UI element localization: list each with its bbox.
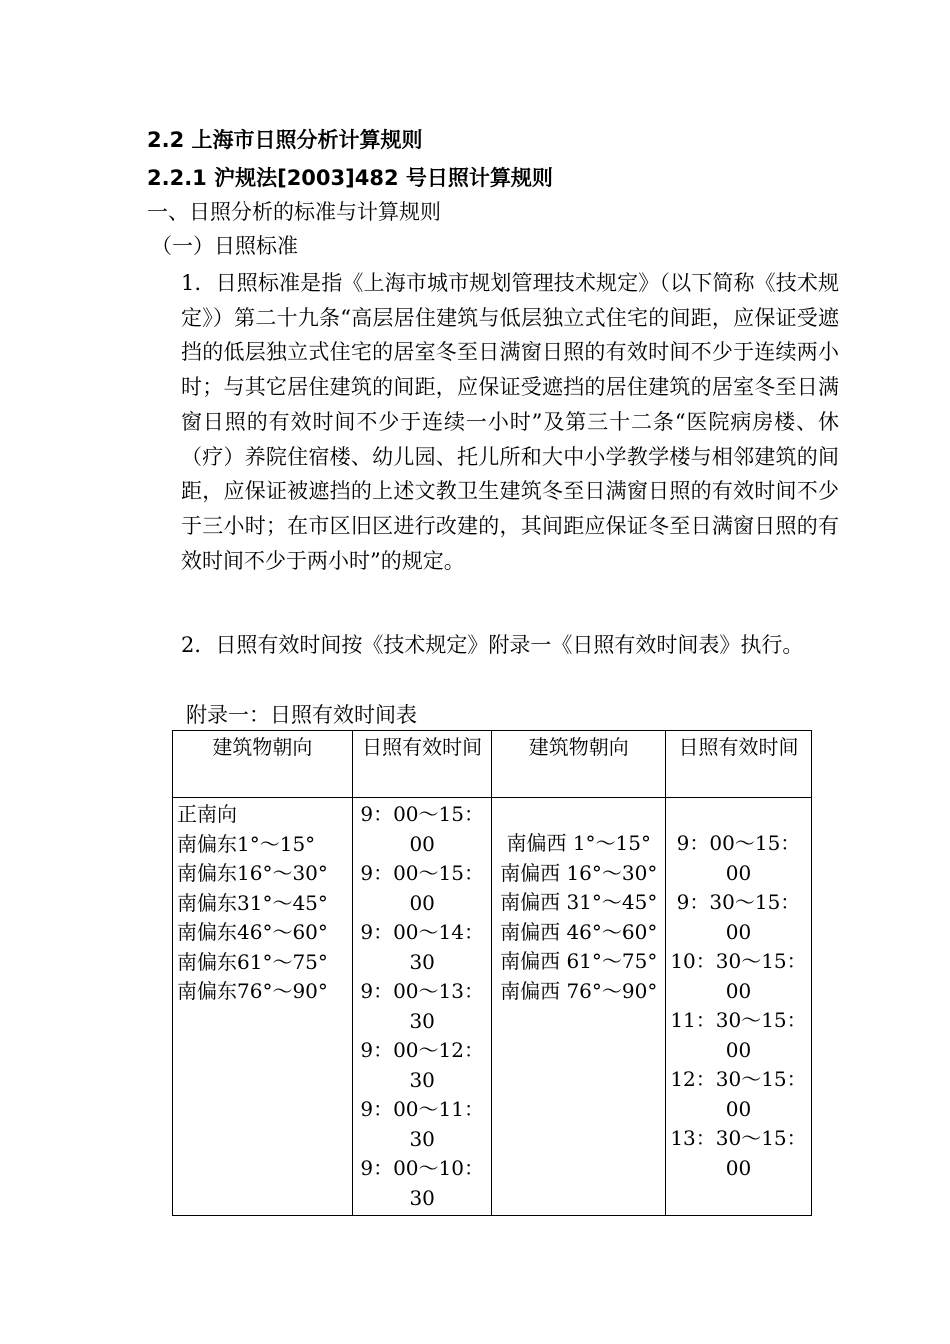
orientation-entry: 正南向 [177, 802, 237, 826]
west-time-cell [665, 798, 811, 1216]
time-entry: 9：00～12：30 [360, 1038, 484, 1092]
header-time-1: 日照有效时间 [352, 731, 492, 798]
west-orientation-cell [492, 798, 666, 1216]
time-entry: 11：30～15：00 [670, 1008, 807, 1062]
orientation-entry: 南偏西 31°～45° [500, 890, 658, 914]
section-heading: 一、日照分析的标准与计算规则 [147, 200, 441, 224]
paragraph-effective-time: 2．日照有效时间按《技术规定》附录一《日照有效时间表》执行。 [181, 633, 804, 657]
time-entry: 9：00～15：00 [360, 802, 484, 856]
time-entry: 9：00～11：30 [360, 1097, 484, 1151]
header-orientation-2: 建筑物朝向 [492, 731, 666, 798]
time-entry: 10：30～15：00 [670, 949, 807, 1003]
table-header-row [173, 731, 812, 798]
time-entry: 9：00～10：30 [360, 1156, 484, 1210]
time-entry: 9：00～15：00 [360, 861, 484, 915]
header-time-2: 日照有效时间 [665, 731, 811, 798]
orientation-entry: 南偏西 16°～30° [500, 860, 658, 885]
table-row [173, 798, 812, 1216]
orientation-entry: 南偏东46°～60° [177, 920, 328, 944]
heading-2-2: 2.2 上海市日照分析计算规则 [147, 128, 423, 152]
orientation-entry: 南偏东76°～90° [177, 979, 328, 1003]
heading-2-2-1: 2.2.1 沪规法[2003]482 号日照计算规则 [147, 166, 553, 190]
orientation-entry: 南偏西 46°～60° [500, 919, 658, 944]
paragraph-sunlight-standard: 1．日照标准是指《上海市城市规划管理技术规定》（以下简称《技术规定》）第二十九条“高层居住建筑与低层独立式住宅的间距，应保证受遮挡的低层独立式住宅的居室冬至日满窗日照的有效时间不少于连续两小时；与其它居住建筑的间距，应保证受遮挡的居住建筑的居室冬至日满窗日照的有效时间不少于连续一小时”及第三十二条“医院病房楼、休（疗）养院住宿楼、幼儿园、托儿所和大中小学教学楼与相邻建筑的间距，应保证被遮挡的上述文教卫生建筑冬至日满窗日照的有效时间不少于三小时；在市区旧区进行改建的，其间距应保证冬至日满窗日照的有效时间不少于两小时”的规定。 [181, 271, 839, 573]
time-entry: 13：30～15：00 [670, 1126, 807, 1180]
orientation-entry: 南偏西 61°～75° [500, 949, 658, 973]
time-entry: 9：00～13：30 [360, 979, 484, 1033]
orientation-entry: 南偏西 1°～15° [506, 831, 651, 855]
east-time-cell [352, 798, 492, 1216]
orientation-entry: 南偏东61°～75° [177, 949, 328, 974]
orientation-entry: 南偏东31°～45° [177, 890, 328, 915]
orientation-entry: 南偏西 76°～90° [500, 978, 658, 1003]
table-caption: 附录一：日照有效时间表 [186, 703, 417, 727]
time-entry: 9：00～15：00 [676, 831, 801, 885]
header-orientation-1: 建筑物朝向 [173, 731, 353, 798]
sunlight-time-table [172, 730, 812, 1216]
time-entry: 9：30～15：00 [676, 890, 801, 944]
orientation-entry: 南偏东16°～30° [177, 861, 328, 885]
time-entry: 9：00～14：30 [360, 920, 484, 974]
east-orientation-cell [173, 798, 353, 1216]
time-entry: 12：30～15：00 [670, 1067, 807, 1121]
orientation-entry: 南偏东1°～15° [177, 831, 316, 856]
subsection-heading: （一）日照标准 [151, 234, 298, 258]
